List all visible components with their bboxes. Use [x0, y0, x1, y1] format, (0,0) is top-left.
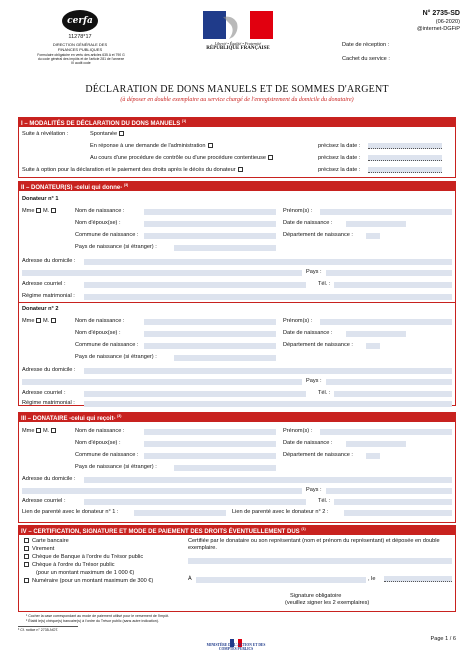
donor1-phone-field[interactable] — [334, 282, 452, 288]
procedure-option[interactable]: Au cours d'une procédure de contrôle ou d'une procédure contentieuse — [90, 155, 273, 162]
donee-birth-date-field[interactable] — [346, 441, 406, 447]
spontaneous-checkbox[interactable] — [119, 131, 124, 136]
donor2-birth-commune-field[interactable] — [144, 343, 276, 349]
phone-label: Tél. : — [318, 281, 331, 287]
marianne-icon — [203, 11, 273, 39]
direction-label: DIRECTION GÉNÉRALE DES FINANCES PUBLIQUES — [52, 42, 108, 52]
donee-email-field[interactable] — [84, 499, 306, 505]
service-stamp-label: Cachet du service : — [342, 56, 390, 62]
birth-department-label: Département de naissance : — [283, 342, 353, 348]
birth-commune-label: Commune de naissance : — [75, 452, 139, 458]
marianne-motto: Liberté • Égalité • Fraternité — [214, 41, 262, 46]
donor2-spouse-name-field[interactable] — [144, 331, 276, 337]
section4-header: IV – CERTIFICATION, SIGNATURE ET MODE DE PAIEMENT DES DROITS ÉVENTUELLEMENT DUS $^{(1)}$ — [18, 525, 456, 534]
cerfa-logo: cerfa — [62, 10, 98, 32]
donor2-phone-field[interactable] — [334, 391, 452, 397]
donee-phone-field[interactable] — [334, 499, 452, 505]
place-a-label: À — [188, 576, 192, 582]
procedure-date-field[interactable] — [368, 155, 442, 161]
donor2-address-line1[interactable] — [84, 368, 452, 374]
request-checkbox[interactable] — [208, 143, 213, 148]
first-names-label: Prénom(s) : — [283, 428, 313, 434]
relation2-field[interactable] — [344, 510, 452, 516]
donor2-address-line2[interactable] — [22, 379, 302, 385]
payment-bank-cheque[interactable]: Chèque de Banque à l'ordre du Trésor public — [24, 554, 143, 561]
request-option[interactable]: En réponse à une demande de l'administration — [90, 143, 213, 150]
birth-date-label: Date de naissance : — [283, 330, 333, 336]
donor2-birth-department-field[interactable] — [366, 343, 380, 349]
m-checkbox[interactable] — [51, 428, 56, 433]
email-label: Adresse courriel : — [22, 498, 66, 504]
page-title: DÉCLARATION DE DONS MANUELS ET DE SOMMES D'ARGENT — [85, 84, 389, 95]
certify-text: Certifiée par le donataire ou son représentant (nom et prénom du représentant) et déposée en double exemplaire. — [188, 538, 440, 551]
donor1-address-line1[interactable] — [84, 259, 452, 265]
request-date-label: précisez la date : — [318, 143, 361, 149]
republic-label: RÉPUBLIQUE FRANÇAISE — [206, 46, 270, 51]
cerfa-number: 11278*17 — [68, 34, 92, 40]
option-after-death[interactable]: Suite à option pour la déclaration et le paiement des droits après le décès du donateur — [22, 167, 243, 174]
birth-country-label: Pays de naissance (si étranger) : — [75, 354, 157, 360]
place-field[interactable] — [196, 577, 366, 583]
signature-date-field[interactable] — [384, 576, 452, 582]
donor2-label: Donateur n° 2 — [22, 306, 59, 312]
payment-cash[interactable]: Numéraire (pour un montant maximum de 300 €) — [24, 578, 153, 585]
bank-cheque-checkbox[interactable] — [24, 554, 29, 559]
marianne-logo — [203, 11, 273, 39]
procedure-date-label: précisez la date : — [318, 155, 361, 161]
footnote-1: ¹ Cocher la case correspondant au mode de paiement utilisé pour le versement de l'impôt. — [26, 614, 170, 618]
birth-name-label: Nom de naissance : — [75, 318, 125, 324]
page-number: Page 1 / 6 — [430, 636, 456, 642]
birth-name-label: Nom de naissance : — [75, 208, 125, 214]
form-number: N° 2735-SD — [422, 10, 460, 17]
donee-birth-name-field[interactable] — [144, 429, 276, 435]
donee-address-line2[interactable] — [22, 488, 302, 494]
birth-name-label: Nom de naissance : — [75, 428, 125, 434]
section3-header: III – DONATAIRE -celui qui reçoit- $^{(3)}$ — [18, 412, 456, 421]
procedure-checkbox[interactable] — [268, 155, 273, 160]
representative-field[interactable] — [188, 558, 452, 564]
address-label: Adresse du domicile : — [22, 258, 76, 264]
donor2-birth-name-field[interactable] — [144, 319, 276, 325]
donor-separator — [18, 302, 456, 303]
donee-birth-department-field[interactable] — [366, 453, 380, 459]
footnote-3: ³ Cf. notice n° 2735-NOT. — [18, 628, 59, 632]
donor1-address-line2[interactable] — [22, 270, 302, 276]
phone-label: Tél. : — [318, 390, 331, 396]
regime-label: Régime matrimonial : — [22, 293, 75, 299]
donee-spouse-name-field[interactable] — [144, 441, 276, 447]
page-subtitle: (à déposer en double exemplaire au service chargé de l'enregistrement du domicile du donataire) — [120, 97, 354, 103]
signature-label: Signature obligatoire — [290, 593, 342, 599]
option-checkbox[interactable] — [238, 167, 243, 172]
footer-rule — [18, 626, 78, 627]
email-label: Adresse courriel : — [22, 390, 66, 396]
option-date-label: précisez la date : — [318, 167, 361, 173]
phone-label: Tél. : — [318, 498, 331, 504]
section2-header: II – DONATEUR(S) -celui qui donne- $^{(3)}$ — [18, 181, 456, 190]
spontaneous-option[interactable]: Spontanée — [90, 131, 124, 138]
donor1-country-field[interactable] — [326, 270, 452, 276]
donor1-birth-commune-field[interactable] — [144, 233, 276, 239]
ministry-label: MINISTÈRE DE L'ACTION ET DES COMPTES PUBLICS — [206, 643, 266, 652]
footnote-2: ² Établi le(s) chèque(s) bancaire(s) à l'ordre du Trésor public (sans autre indication). — [26, 619, 159, 623]
donee-birth-commune-field[interactable] — [144, 453, 276, 459]
request-date-field[interactable] — [368, 143, 442, 149]
country-label: Pays : — [306, 269, 322, 275]
section1-header: I – MODALITÉS DE DÉCLARATION DU DONS MANUELS $^{(1)}$ — [18, 117, 456, 126]
regime-label: Régime matrimonial : — [22, 400, 75, 406]
birth-date-label: Date de naissance : — [283, 220, 333, 226]
donor2-regime-field[interactable] — [84, 401, 452, 407]
donor1-label: Donateur n° 1 — [22, 196, 59, 202]
payment-card[interactable]: Carte bancaire — [24, 538, 69, 545]
birth-date-label: Date de naissance : — [283, 440, 333, 446]
relation2-label: Lien de parenté avec le donateur n° 2 : — [232, 509, 329, 515]
spouse-name-label: Nom d'époux(se) : — [75, 440, 121, 446]
donor1-first-names-field[interactable] — [320, 209, 452, 215]
donee-address-line1[interactable] — [84, 477, 452, 483]
birth-country-label: Pays de naissance (si étranger) : — [75, 244, 157, 250]
mme-checkbox[interactable] — [36, 428, 41, 433]
country-label: Pays : — [306, 378, 322, 384]
birth-commune-label: Commune de naissance : — [75, 232, 139, 238]
cheque-checkbox[interactable] — [24, 562, 29, 567]
transfer-checkbox[interactable] — [24, 546, 29, 551]
relation1-field[interactable] — [134, 510, 226, 516]
channel: @internet-DGFiP — [417, 26, 460, 32]
donee-country-field[interactable] — [326, 488, 452, 494]
spouse-name-label: Nom d'époux(se) : — [75, 220, 121, 226]
donor1-spouse-name-field[interactable] — [144, 221, 276, 227]
cash-checkbox[interactable] — [24, 578, 29, 583]
email-label: Adresse courriel : — [22, 281, 66, 287]
first-names-label: Prénom(s) : — [283, 208, 313, 214]
donor1-birth-country-field[interactable] — [174, 245, 276, 251]
donor2-first-names-field[interactable] — [320, 319, 452, 325]
reception-date-label: Date de réception : — [342, 42, 390, 48]
payment-cheque-limit: (pour un montant maximum de 1 000 €) — [36, 570, 135, 576]
mme-checkbox[interactable] — [36, 208, 41, 213]
donor1-birth-department-field[interactable] — [366, 233, 380, 239]
option-date-field[interactable] — [368, 167, 442, 173]
donee-first-names-field[interactable] — [320, 429, 452, 435]
donor1-email-field[interactable] — [84, 282, 306, 288]
signature-note: (veuillez signer les 2 exemplaires) — [285, 600, 370, 606]
place-le-label: , le — [368, 576, 376, 582]
donee-civility[interactable]: Mme M. — [22, 428, 56, 435]
donor2-birth-country-field[interactable] — [174, 355, 276, 361]
relation1-label: Lien de parenté avec le donateur n° 1 : — [22, 509, 119, 515]
card-checkbox[interactable] — [24, 538, 29, 543]
donor2-civility[interactable]: Mme M. — [22, 318, 56, 325]
birth-department-label: Département de naissance : — [283, 232, 353, 238]
mme-checkbox[interactable] — [36, 318, 41, 323]
donor2-country-field[interactable] — [326, 379, 452, 385]
birth-commune-label: Commune de naissance : — [75, 342, 139, 348]
spouse-name-label: Nom d'époux(se) : — [75, 330, 121, 336]
donor1-birth-date-field[interactable] — [346, 221, 406, 227]
address-label: Adresse du domicile : — [22, 476, 76, 482]
donor2-email-field[interactable] — [84, 391, 306, 397]
donor2-birth-date-field[interactable] — [346, 331, 406, 337]
payment-cheque[interactable]: Chèque à l'ordre du Trésor public — [24, 562, 115, 569]
country-label: Pays : — [306, 487, 322, 493]
address-label: Adresse du domicile : — [22, 367, 76, 373]
birth-department-label: Département de naissance : — [283, 452, 353, 458]
m-checkbox[interactable] — [51, 208, 56, 213]
donor1-birth-name-field[interactable] — [144, 209, 276, 215]
first-names-label: Prénom(s) : — [283, 318, 313, 324]
donee-birth-country-field[interactable] — [174, 465, 276, 471]
section3-frame — [18, 421, 456, 523]
birth-country-label: Pays de naissance (si étranger) : — [75, 464, 157, 470]
legal-note: Formulaire obligatoire en vertu des articles 635 A et 790 G du code général des impôts et de l'article 281 de l'annexe III audit code — [37, 53, 125, 66]
edition: (06-2020) — [435, 19, 460, 25]
payment-transfer[interactable]: Virement — [24, 546, 54, 553]
donor1-civility[interactable]: Mme M. — [22, 208, 56, 215]
donor1-regime-field[interactable] — [84, 294, 452, 300]
m-checkbox[interactable] — [51, 318, 56, 323]
revelation-label: Suite à révélation : — [22, 131, 69, 137]
